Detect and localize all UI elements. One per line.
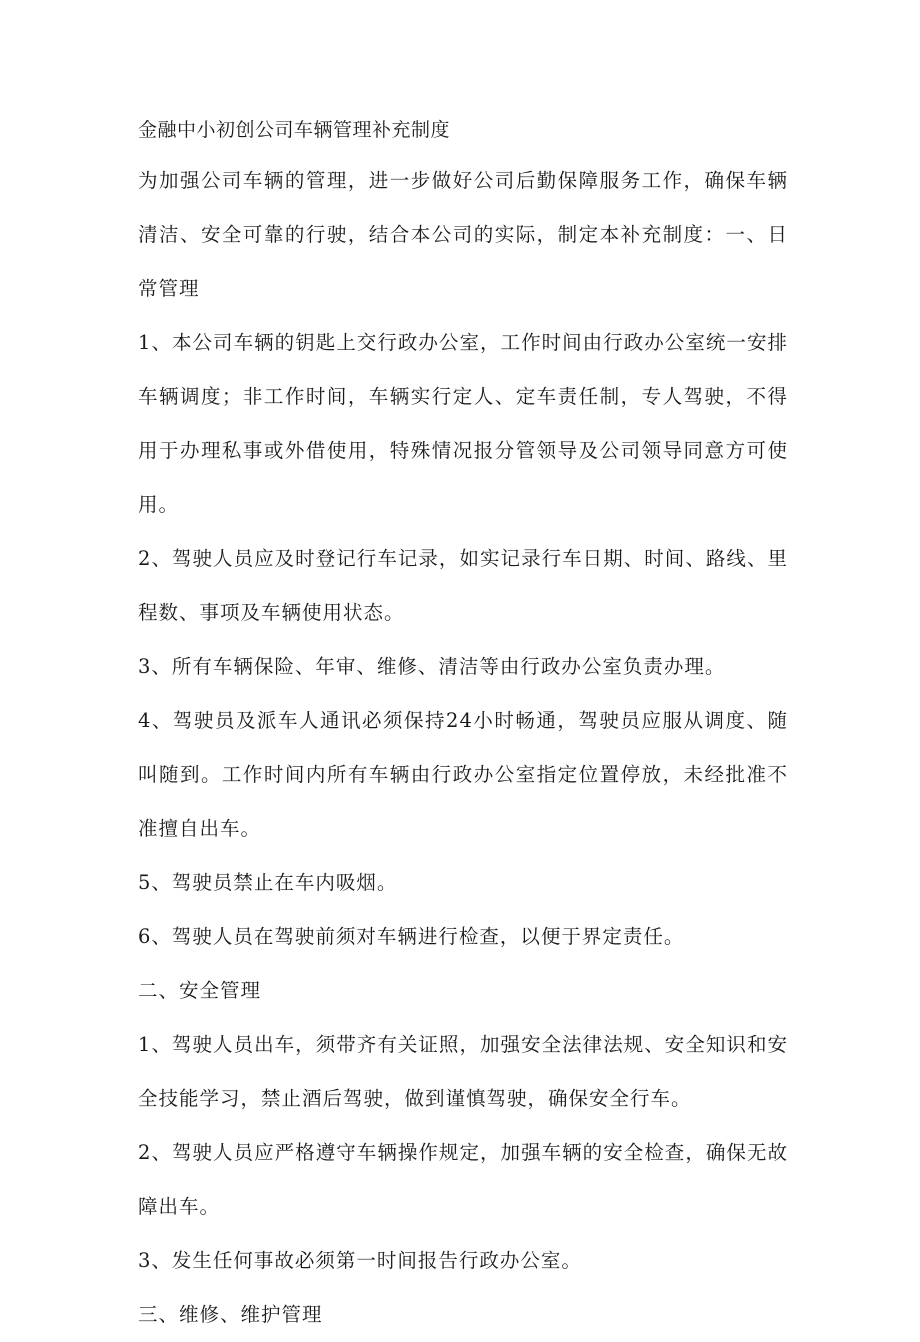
daily-rule-3: 3、所有车辆保险、年审、维修、清洁等由行政办公室负责办理。 bbox=[138, 655, 726, 678]
document-title: 金融中小初创公司车辆管理补充制度 bbox=[138, 119, 451, 141]
daily-rule-1: 1、本公司车辆的钥匙上交行政办公室，工作时间由行政办公室统一安排车辆调度；非工作时间，车辆实行定人、定车责任制，专人驾驶，不得用于办理私事或外借使用，特殊情况报分管领导及公司领导同意方可使用。 bbox=[138, 331, 788, 516]
intro-paragraph: 为加强公司车辆的管理，进一步做好公司后勤保障服务工作，确保车辆清洁、安全可靠的行驶，结合本公司的实际，制定本补充制度：一、日常管理 bbox=[138, 169, 788, 300]
section-heading-maintenance: 三、维修、维护管理 bbox=[138, 1303, 323, 1326]
safety-rule-3: 3、发生任何事故必须第一时间报告行政办公室。 bbox=[138, 1249, 582, 1272]
safety-rule-1: 1、驾驶人员出车，须带齐有关证照，加强安全法律法规、安全知识和安全技能学习，禁止酒后驾驶，做到谨慎驾驶，确保安全行车。 bbox=[138, 1033, 788, 1110]
daily-rule-2: 2、驾驶人员应及时登记行车记录，如实记录行车日期、时间、路线、里程数、事项及车辆使用状态。 bbox=[138, 547, 788, 624]
daily-rule-4: 4、驾驶员及派车人通讯必须保持24小时畅通，驾驶员应服从调度、随叫随到。工作时间内所有车辆由行政办公室指定位置停放，未经批准不准擅自出车。 bbox=[138, 709, 788, 840]
safety-rule-2: 2、驾驶人员应严格遵守车辆操作规定，加强车辆的安全检查，确保无故障出车。 bbox=[138, 1141, 788, 1218]
daily-rule-6: 6、驾驶人员在驾驶前须对车辆进行检查，以便于界定责任。 bbox=[138, 925, 685, 948]
document-page bbox=[138, 112, 788, 1342]
section-heading-safety: 二、安全管理 bbox=[138, 979, 262, 1002]
daily-rule-5: 5、驾驶员禁止在车内吸烟。 bbox=[138, 871, 398, 894]
